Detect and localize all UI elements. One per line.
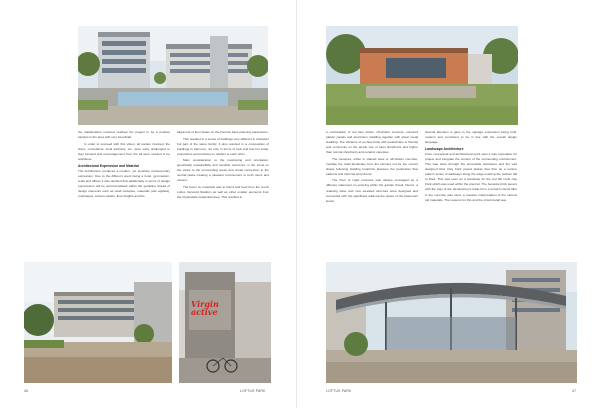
virgin-active-signage: Virgin active [191,299,219,317]
running-footer: LOFTUS PARK [326,389,352,393]
plaza-apartments-photo [24,262,172,383]
paragraph: The Pool of Light structure was always envisaged as a different statement on entering within the garden threat. Hence, a retaining base and new elevated structure were designed and connected with the significant walk-via the space of the basement levels. [326,178,418,203]
paragraph: alignment of floor plates on the precinct base planning parameters. [177,130,269,134]
paragraph: From conceptual and architectural point view it was imperative for project and integrate the context of the surrounding environment. This was done through the accessible staircases and the well designed Red Clay brick paved plazas that flow as a texture pattern series of walkways along the edge entering the podium fall to Park. This was seen as a substitute for the red flat roofs clay brick which was used within the precinct. The bespoke brick pavers with the logo of the development made from a terrazzo blend filler in the concrete was used, a massive interpretation of the various old materials. The reasons for this and the circuit detail was [425,152,517,202]
page-number: 46 [24,389,29,393]
paragraph: The canopies, either in stained steel or off-shutter concrete, mediate the retail landscape from the element not for the current shape following building footprints between the pedestrian flow patterns and informal shop-fronts. [326,156,418,176]
right-page-text-column-1 [326,130,418,205]
building-courtyard-photo [78,26,268,125]
right-page-text-column-2 [425,130,517,204]
virgin-active-sign-photo [179,262,271,383]
paragraph: a combination of red face bricks, off-shutter concrete, coloured plaster panels and aluminium cladding together with sheet metal cladding. The vibrance of an face brick with pedestrians is friendly and comments on the ample use of steel shopfronts and higher than normal shopfronts and ceramic canopies. [326,130,418,155]
section-heading: Landscape Architecture [425,147,464,152]
section-heading: Architectural Expression and Material [78,163,139,168]
left-page-text-column-1 [78,130,170,201]
left-page-text-column-2 [177,130,269,202]
paragraph: Main consideration to the positioning and orientation, specifically sustainability and sensible outcomes, is the focus on the views to the surrounding areas and visual connection to the central plaza creating a pleasant environment to both users and owners. [177,158,269,183]
running-footer: LOFTUS PARK [240,389,266,393]
hotel-entrance-photo [326,26,518,125]
paragraph: The focus on materials was to blend and feed from the iconic Loftus Versveld Stadium as well as other smaller elements from the Clydesdale residential area. This resulted in [177,184,269,200]
left-page [0,0,297,408]
page-number: 47 [572,389,577,393]
paragraph: This resulted in a series of buildings very different in character but part of the same family. It also resulted in a composition of buildings in harmony, not only in terms of look and feel but scale, proportions and positions in relation to each other. [177,136,269,156]
paragraph: the stakeholders involved realised the project to be a positive catalyst in the area with very beneficial. [78,130,170,140]
paragraph: In order to succeed with this vision, all parties involved, the client, consultants, local authority, etc. were early challenged to stay focused and encouragement from the all were needed to be ambitious. [78,141,170,161]
paragraph: Special attention is gave to the signage expression being bold, modern and consistent to be in line with the overall design language. [425,130,517,145]
canopy-pavilion-photo [326,262,577,383]
right-page [300,0,600,408]
paragraph: The Architecture produces a modern, yet sensitive contemporary expression. Due to the different users being a hotel, gymnasium, retail and offices it was decided that additionally in terms of design expressions will be accommodated within the guideline thread of design elements such as retail canopies, materials (site applied), roofscapes, colours palette, floor heights and the [78,168,170,199]
